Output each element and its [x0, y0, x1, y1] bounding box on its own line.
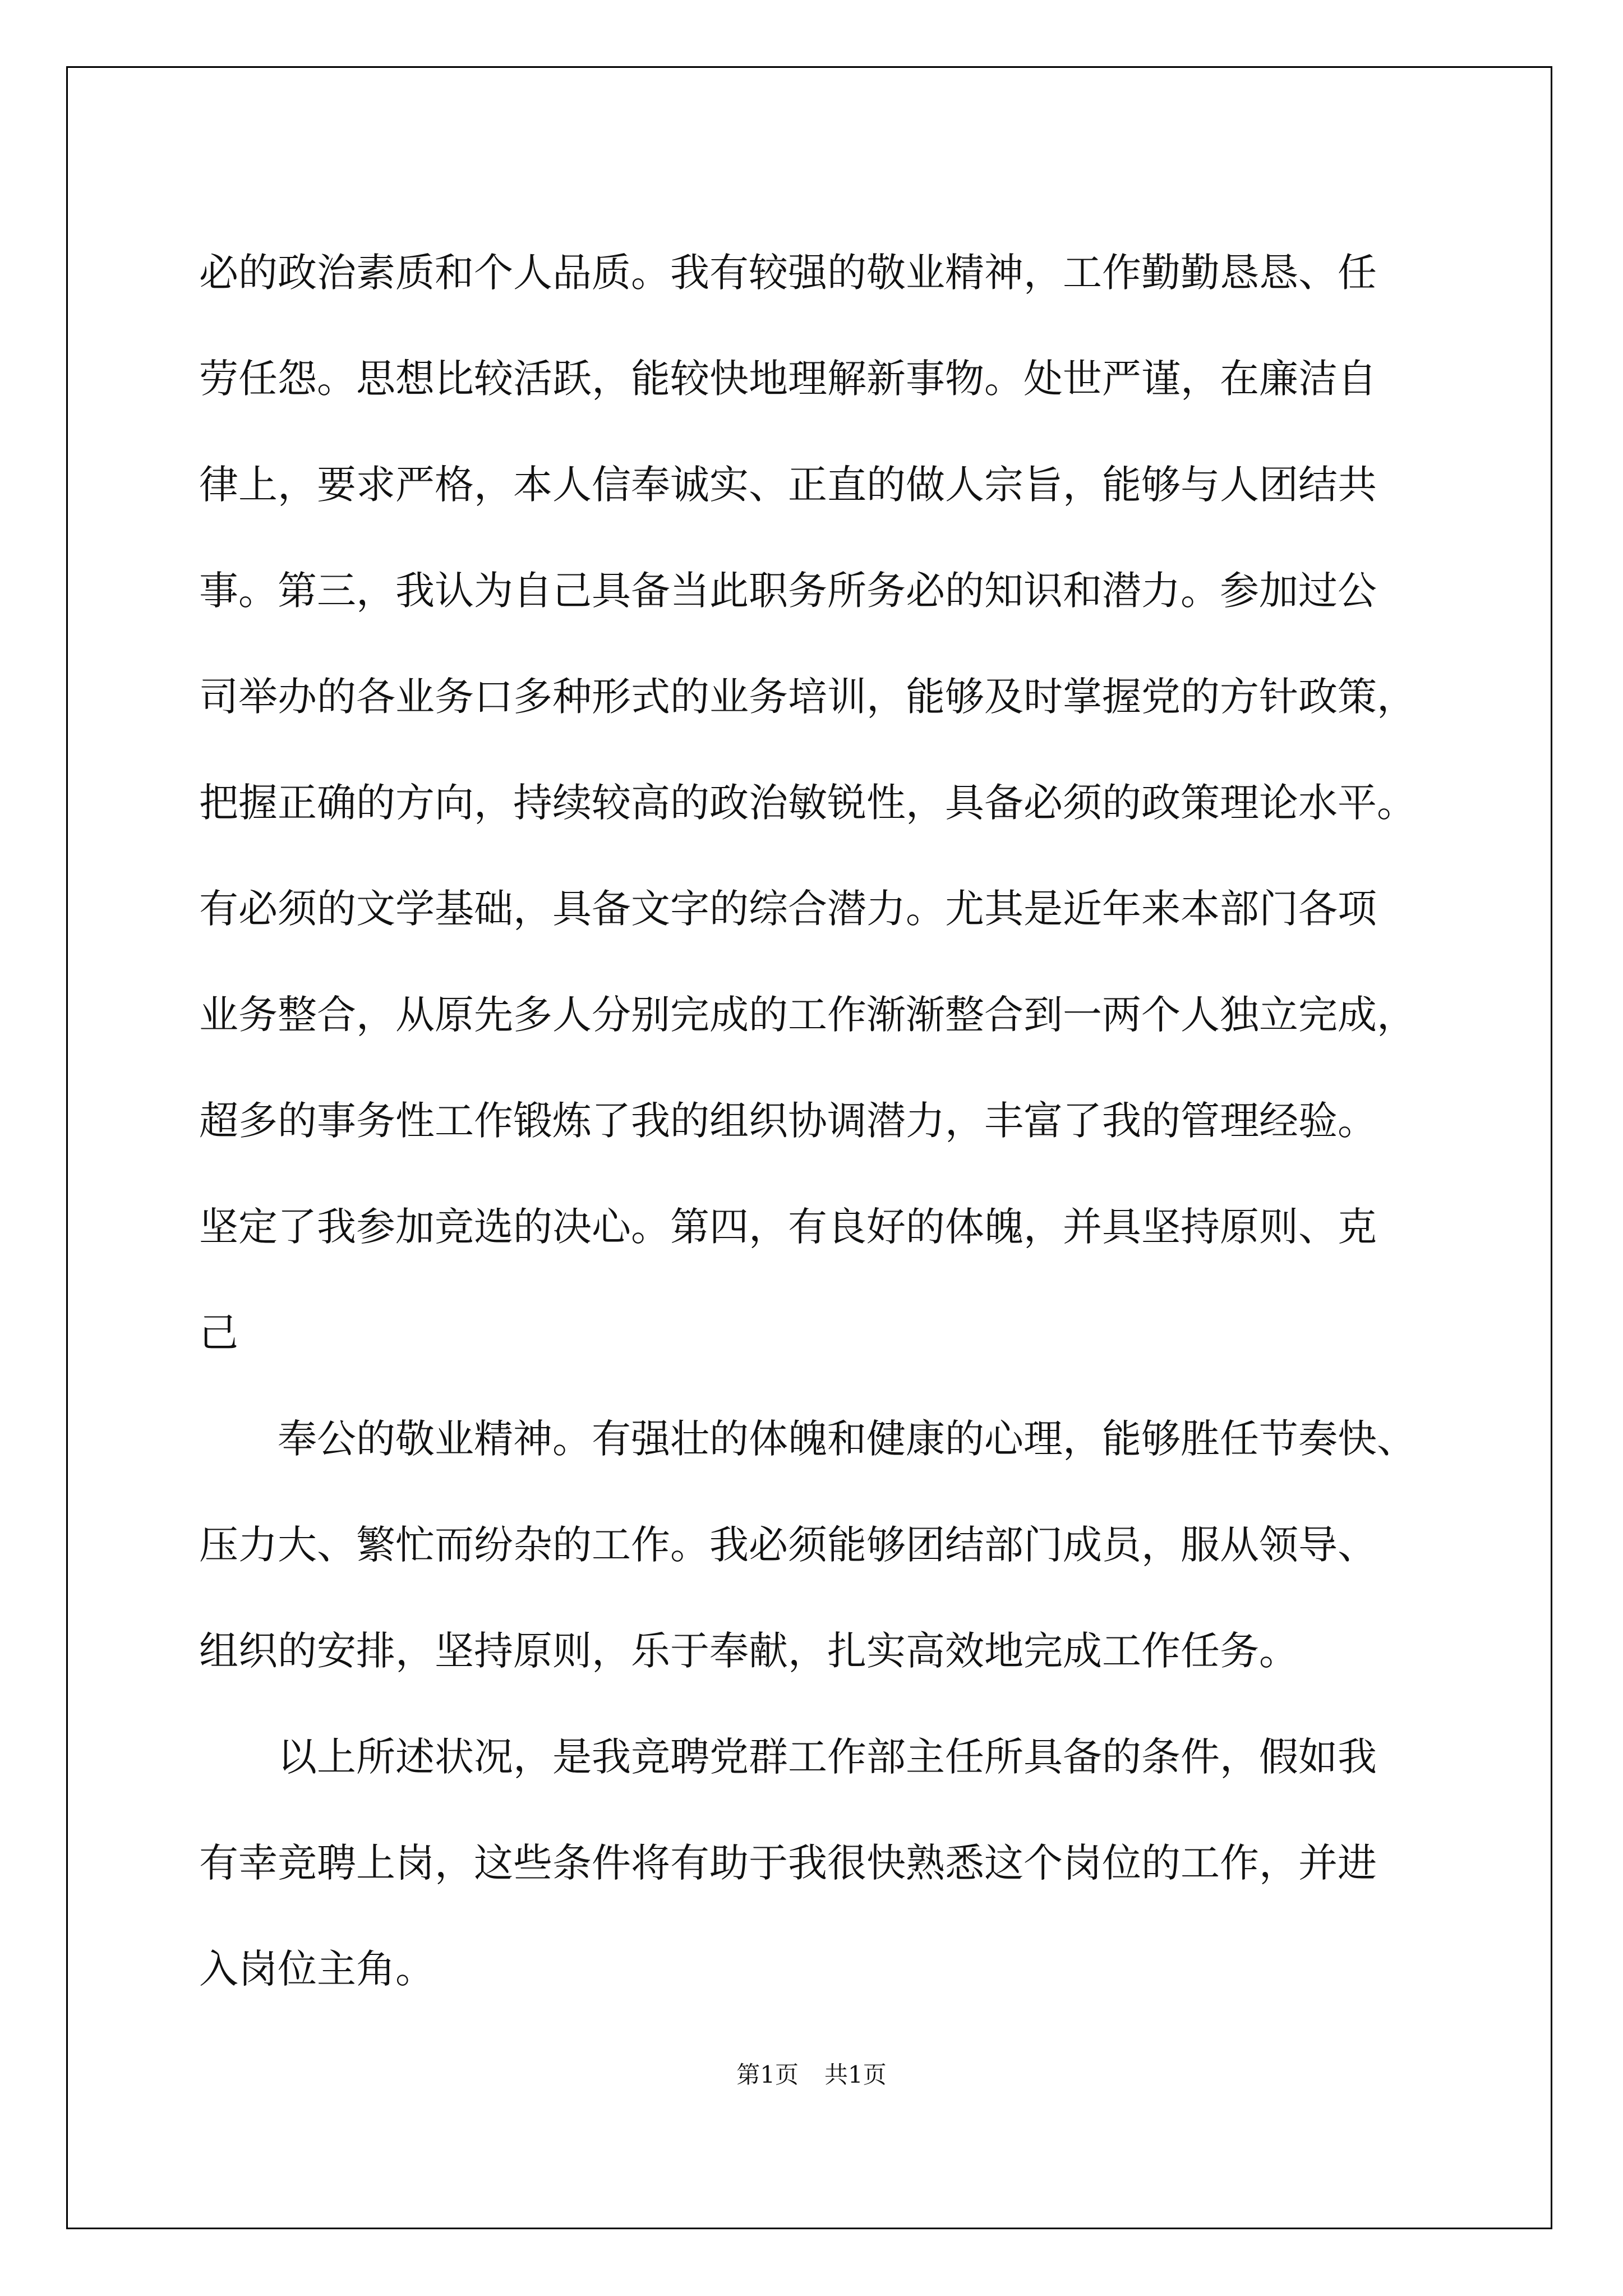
text-line: 压力大、繁忙而纷杂的工作。我必须能够团结部门成员，服从领导、 — [199, 1522, 1377, 1568]
text-line: 律上，要求严格，本人信奉诚实、正直的做人宗旨，能够与人团结共 — [199, 462, 1377, 508]
text-line: 劳任怨。思想比较活跃，能较快地理解新事物。处世严谨，在廉洁自 — [199, 356, 1377, 402]
text-line: 己 — [199, 1310, 238, 1356]
paragraph-start-line: 奉公的敬业精神。有强壮的体魄和健康的心理，能够胜任节奏快、 — [278, 1416, 1416, 1462]
text-line: 事。第三，我认为自己具备当此职务所务必的知识和潜力。参加过公 — [199, 568, 1377, 614]
paragraph-start-line: 以上所述状况，是我竞聘党群工作部主任所具备的条件，假如我 — [278, 1734, 1377, 1780]
page-number-current: 第1页 — [736, 2061, 799, 2088]
text-line: 组织的安排，坚持原则，乐于奉献，扎实高效地完成工作任务。 — [199, 1628, 1298, 1674]
text-line: 超多的事务性工作锻炼了我的组织协调潜力，丰富了我的管理经验。 — [199, 1098, 1377, 1144]
document-body — [199, 220, 1455, 2022]
text-line: 入岗位主角。 — [199, 1946, 435, 1992]
text-line: 业务整合，从原先多人分别完成的工作渐渐整合到一两个人独立完成， — [199, 992, 1416, 1038]
page-number-total: 共1页 — [824, 2061, 887, 2088]
text-line: 必的政治素质和个人品质。我有较强的敬业精神，工作勤勤恳恳、任 — [199, 250, 1377, 296]
page-footer — [0, 2056, 1623, 2090]
text-line: 有必须的文学基础，具备文字的综合潜力。尤其是近年来本部门各项 — [199, 886, 1377, 932]
text-line: 坚定了我参加竞选的决心。第四，有良好的体魄，并具坚持原则、克 — [199, 1204, 1377, 1250]
text-line: 有幸竞聘上岗，这些条件将有助于我很快熟悉这个岗位的工作，并进 — [199, 1840, 1377, 1886]
text-line: 把握正确的方向，持续较高的政治敏锐性，具备必须的政策理论水平。 — [199, 780, 1416, 826]
text-line: 司举办的各业务口多种形式的业务培训，能够及时掌握党的方针政策， — [199, 674, 1416, 720]
